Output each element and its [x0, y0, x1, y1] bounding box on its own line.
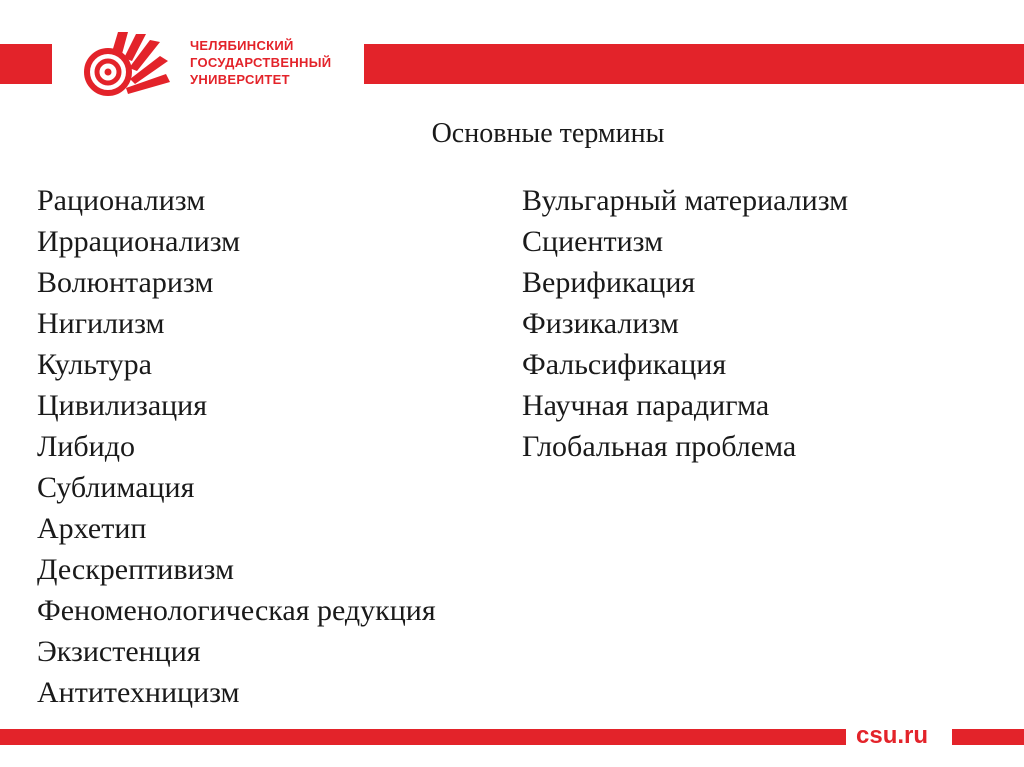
university-name-line-1: ЧЕЛЯБИНСКИЙ: [190, 38, 294, 53]
footer-bar-right: [952, 729, 1024, 745]
term-item: Феноменологическая редукция: [37, 594, 436, 627]
university-name: [190, 37, 331, 88]
term-item: Антитехницизм: [37, 676, 240, 709]
terms-list-left: [37, 180, 436, 713]
term-item: Волюнтаризм: [37, 266, 214, 299]
header-bar-right: [364, 44, 1024, 84]
header-bar-left: [0, 44, 52, 84]
spiral-logo-icon: [82, 30, 176, 98]
term-item: Иррационализм: [37, 225, 241, 258]
term-item: Нигилизм: [37, 307, 165, 340]
term-item: Дескрептивизм: [37, 553, 234, 586]
slide-title: Основные термины: [431, 118, 665, 149]
footer-bar-left: [0, 729, 846, 745]
website-link[interactable]: csu.ru: [856, 722, 929, 749]
terms-list-right: [522, 180, 848, 467]
term-item: Либидо: [37, 430, 135, 463]
university-name-line-3: УНИВЕРСИТЕТ: [190, 72, 290, 87]
university-name-line-2: ГОСУДАРСТВЕННЫЙ: [190, 55, 332, 70]
term-item: Физикализм: [522, 307, 679, 340]
term-item: Сублимация: [37, 471, 195, 504]
term-item: Экзистенция: [37, 635, 201, 668]
term-item: Научная парадигма: [522, 389, 770, 422]
term-item: Глобальная проблема: [522, 430, 797, 463]
term-item: Фальсификация: [522, 348, 727, 381]
term-item: Культура: [37, 348, 152, 381]
term-item: Вульгарный материализм: [522, 184, 849, 217]
term-item: Архетип: [37, 512, 147, 545]
term-item: Верификация: [522, 266, 696, 299]
term-item: Сциентизм: [522, 225, 664, 258]
term-item: Рационализм: [37, 184, 206, 217]
term-item: Цивилизация: [37, 389, 208, 422]
